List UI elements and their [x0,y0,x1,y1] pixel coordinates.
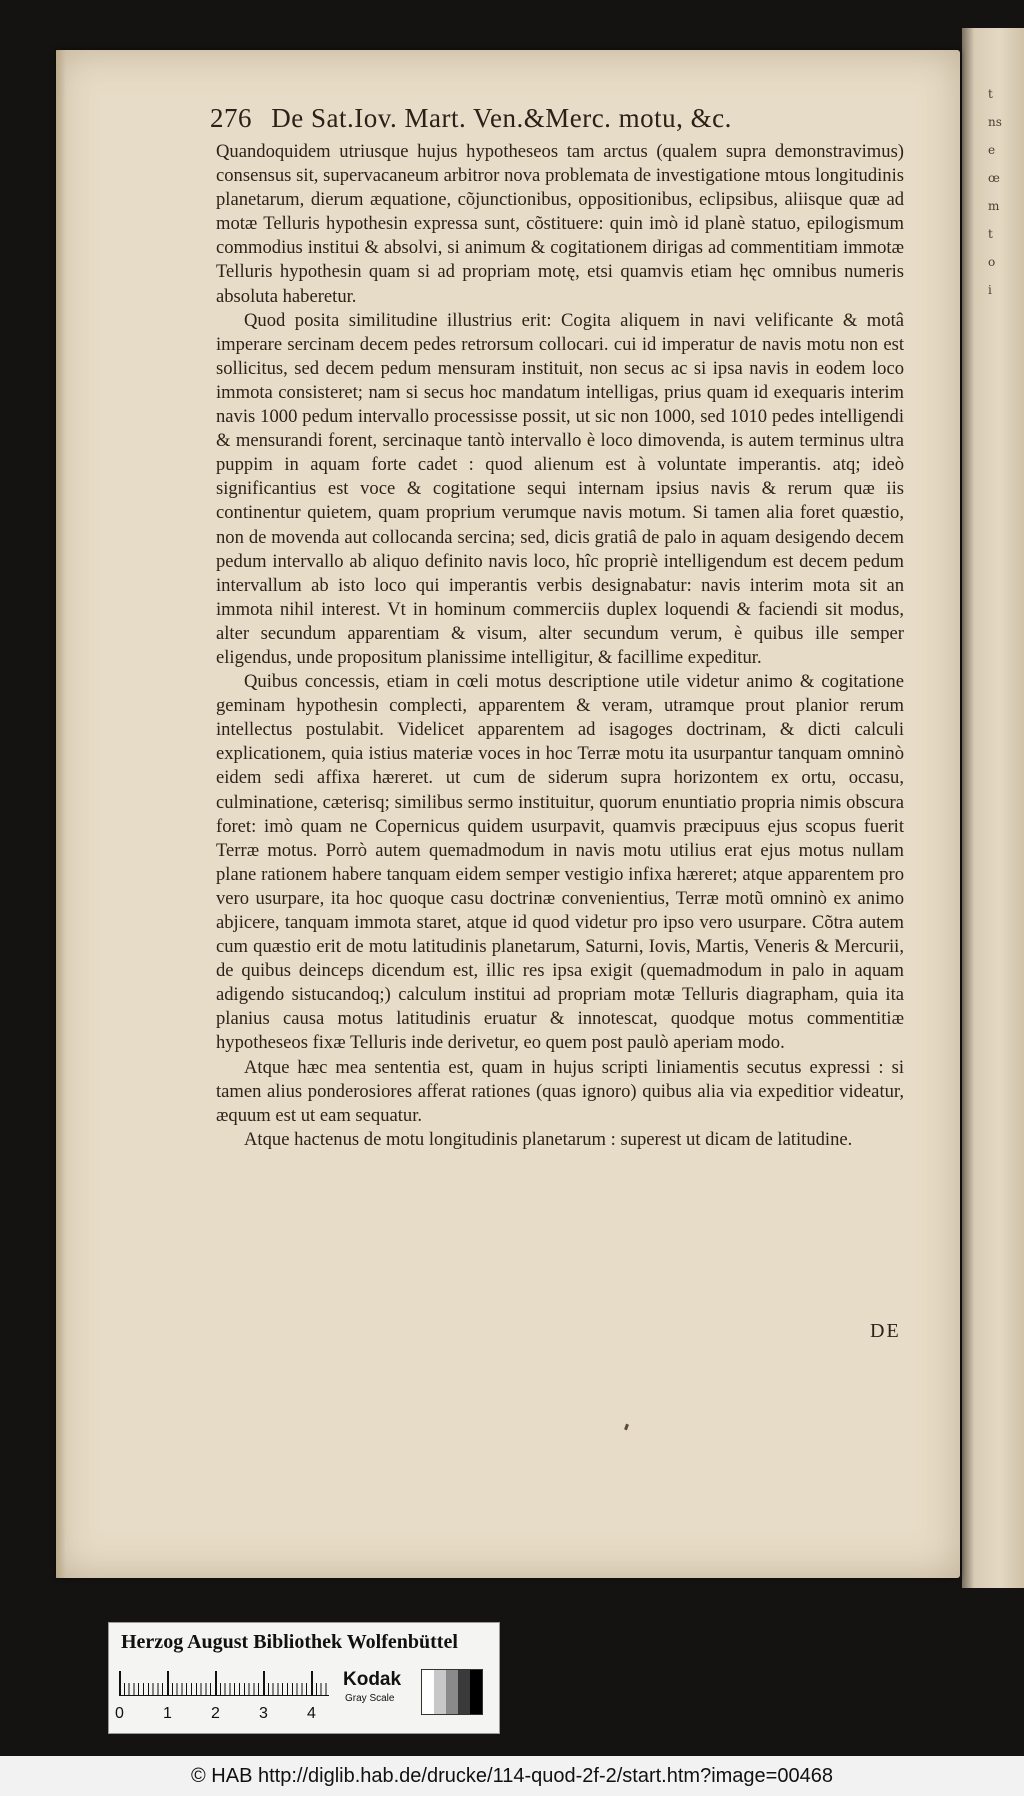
ruler-label: 3 [259,1705,268,1722]
library-color-card [108,1622,500,1734]
facing-fragment: m [988,199,1000,213]
kodak-subtitle: Gray Scale [345,1693,395,1704]
running-head-title: De Sat.Iov. Mart. Ven.&Merc. motu, &c. [271,103,732,133]
page-gutter-shadow [56,50,66,1578]
paragraph-5: Atque hactenus de motu longitudinis planetarum : superest ut dicam de latitudine. [244,1128,853,1150]
facing-fragment: t [988,227,993,241]
facing-fragment: t [988,87,993,101]
facing-fragment: i [988,283,992,297]
gray-patch [470,1670,482,1714]
paragraph-3: Quibus concessis, etiam in cœli motus descriptione utile videtur animo & cogitatione geminam hypothesin complecti, apparentem & veram, utramque prout planior rerum intellectus postulabit. Videlicet apparentem ad isagoges doctrinam, & dicti calculi explicationem, quia istius materiæ voces in hoc Terræ motu ita usurpantur tanquam omninò eidem sedi affixa hæreret. ut cum de siderum supra horizontem ex ortu, occasu, culminatione, cæterisq; similibus sermo instituitur, quorum enuntiatio propria nimis obscura foret: imò quam ne Copernicus quidem usurpavit, quamvis præcipuus ejus scopus fuerit Terræ motus. Porrò autem quemadmodum in navis motu utilius erat ejus motus nullam plane rationem habere tanquam eidem semper vestigio infixa hæreret; atque apparentem pro vero usurpare, ita hoc quoque casu doctrinæ convenientius, Terræ motũ omninò ex animo abjicere, tanquam immota staret, atque id quod videtur pro ipso vero usurpare. Cõtra autem cum quæstio erit de motu latitudinis planetarum, Saturni, Iovis, Martis, Veneris & Mercurii, de quibus deinceps dicendum est, illic res ipsa exigit (quemadmodum in palo in aquam adigendo sistucandoq;) calculum institui ad propriam motæ Telluris diagrapham, quia ita planius causa motus latitudinis eruatur & innotescat, quodque motus commentitiæ hypotheseos fixæ Telluris inde derivetur, eo quem post paulò aperiam modo. [216,671,904,1054]
measurement-ruler [119,1665,329,1696]
facing-fragment: o [988,255,996,269]
copyright-url: © HAB http://diglib.hab.de/drucke/114-quod-2f-2/start.htm?image=00468 [191,1765,833,1787]
ruler-major-tick [263,1671,265,1695]
gray-scale-patches [421,1669,483,1715]
paragraph-4: Atque hæc mea sententia est, quam in hujus scripti liniamentis secutus expressi : si tamen alius ponderosiores afferat rationes (quas ignoro) quibus alia via expeditior videatur, æquum est ut eam sequatur. [216,1056,904,1126]
body-text [216,140,904,1152]
paragraph-1: Quandoquidem utriusque hujus hypotheseos tam arctus (qualem supra demonstravimus) consensus sit, supervacaneum arbitror nova problemata de investigatione mtous longitudinis planetarum, dierum æquatione, cõjunctionibus, oppositionibus, eclipsibus, aliisque quæ ad motæ Telluris hypothesin expressa sunt, cõstituere: quin imò id planè statuo, epilogismum commodius institui & absolvi, si animum & cogitationem dirigas ad commentitiam immotæ Telluris hypothesin quam si ad propriam motę, etsi quamvis etiam hęc omnibus numeris absoluta haberetur. [216,141,904,307]
facing-fragment: e [988,143,996,157]
catchword: DE [870,1320,901,1342]
facing-fragment: ns [988,115,1002,129]
facing-fragment: œ [988,171,1000,185]
facing-page-text-fragments [988,80,1018,304]
running-head [210,103,900,134]
gray-patch [446,1670,458,1714]
paragraph-2: Quod posita similitudine illustrius erit: Cogita aliquem in navi velificante & motâ imperare sercinam decem pedes retrorsum collocari. cui id imperatur de navis motu non est sollicitus, sed decem pedum mensuram instituit, non secus ac si ipsa navis in eodem loco immota consisteret; nam si secus hoc mandatum intelligas, prius quam id exequaris interim navis 1000 pedum intervallo processisse possit, ut sic non 1000, sed 1010 pedes intelligendi & mensurandi forent, sercinaque tantò intervallo è loco dimovenda, is autem terminus ultra puppim in aquam forte cadet : quod alienum est à voluntate imperantis. atq; ideò significantius est voce & cogitatione sequi internam ipsius navis & rerum quæ iis continentur quietem, quam proprium verumque navis motum. Si tamen alia foret quæstio, non de movenda aut collocanda sercina; sed, dicis gratiâ de palo in aquam desigendo decem pedum intervallo ab aliquo definito navis loco, hîc propriè intelligendum est decem pedum intervallum ab isto loco qui imperantis verbis designabatur: navis interim mota sit an immota nihil interest. Vt in hominum commerciis duplex loquendi & faciendi sit modus, alter secundum apparentiam & visum, alter secundum verum, è quibus ille semper eligendus, unde propositum planissime intelligitur, & facillime expeditur. [216,309,904,668]
gray-patch [422,1670,434,1714]
footer-bar [0,1756,1024,1796]
library-name: Herzog August Bibliothek Wolfenbüttel [121,1631,458,1653]
kodak-gray-scale [337,1669,487,1709]
ruler-label: 2 [211,1705,220,1722]
ruler-label: 1 [163,1705,172,1722]
ruler-major-tick [167,1671,169,1695]
ruler-label: 0 [115,1705,124,1722]
gray-patch [434,1670,446,1714]
ruler-label: 4 [307,1705,316,1722]
ruler-major-tick [215,1671,217,1695]
ruler-major-tick [311,1671,313,1695]
page-number: 276 [210,103,252,133]
kodak-logo: Kodak [343,1669,402,1690]
ruler-major-tick [119,1671,121,1695]
gray-patch [458,1670,470,1714]
